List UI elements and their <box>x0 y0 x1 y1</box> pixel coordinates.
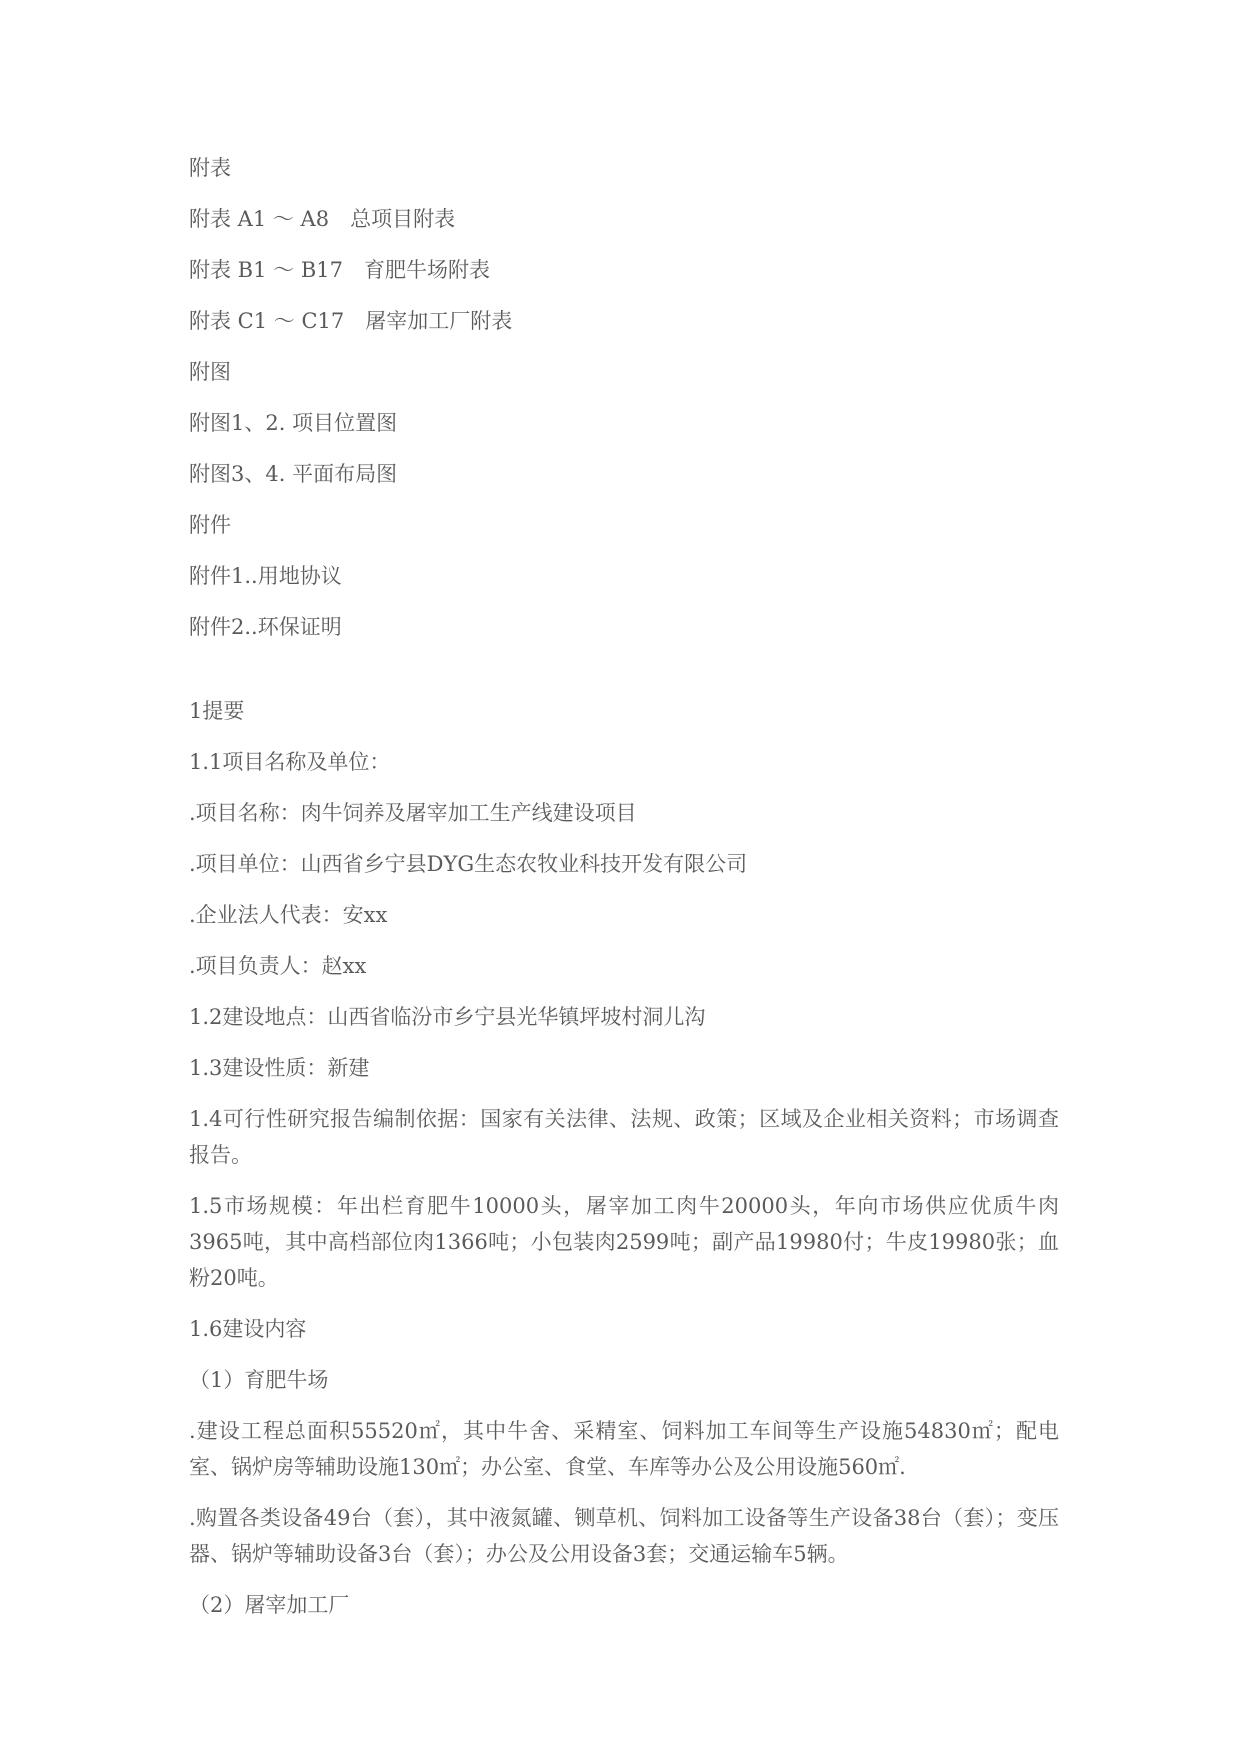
appendix-table-b: 附表 B1 ～ B17 育肥牛场附表 <box>189 258 490 282</box>
summary-1-2: 1.2建设地点：山西省临汾市乡宁县光华镇坪坡村洞儿沟 <box>189 1005 706 1029</box>
appendix-tables-heading: 附表 <box>189 156 231 180</box>
appendix-table-a: 附表 A1 ～ A8 总项目附表 <box>189 207 456 231</box>
appendix-figure-2: 附图3、4. 平面布局图 <box>189 462 398 486</box>
summary-heading: 1提要 <box>189 699 245 723</box>
section-spacer <box>189 660 1059 693</box>
farm-equipment: .购置各类设备49台（套），其中液氮罐、铡草机、饲料加工设备等生产设备38台（套）；变压器、锅炉等辅助设备3台（套）；办公及公用设备3套；交通运输车5辆。 <box>189 1506 1059 1566</box>
summary-1-1: 1.1项目名称及单位： <box>189 750 391 774</box>
appendix-figures-heading: 附图 <box>189 360 231 384</box>
summary-1-4: 1.4可行性研究报告编制依据：国家有关法律、法规、政策；区域及企业相关资料；市场调查报告。 <box>189 1107 1059 1167</box>
project-unit: .项目单位：山西省乡宁县DYG生态农牧业科技开发有限公司 <box>189 852 748 876</box>
summary-1-6: 1.6建设内容 <box>189 1317 307 1341</box>
appendix-attachment-2: 附件2..环保证明 <box>189 615 342 639</box>
document-page <box>189 150 1059 1638</box>
appendix-attachment-1: 附件1..用地协议 <box>189 564 342 588</box>
project-name: .项目名称：肉牛饲养及屠宰加工生产线建设项目 <box>189 801 637 825</box>
project-lead: .项目负责人：赵xx <box>189 954 367 978</box>
farm-heading: （1）育肥牛场 <box>189 1368 329 1392</box>
plant-heading: （2）屠宰加工厂 <box>189 1593 350 1617</box>
legal-representative: .企业法人代表：安xx <box>189 903 388 927</box>
appendix-figure-1: 附图1、2. 项目位置图 <box>189 411 398 435</box>
appendix-attachments-heading: 附件 <box>189 513 231 537</box>
appendix-table-c: 附表 C1 ～ C17 屠宰加工厂附表 <box>189 309 513 333</box>
summary-1-3: 1.3建设性质：新建 <box>189 1056 370 1080</box>
farm-construction: .建设工程总面积55520㎡，其中牛舍、采精室、饲料加工车间等生产设施54830㎡；配电室、锅炉房等辅助设施130㎡；办公室、食堂、车库等办公及公用设施560㎡. <box>189 1419 1059 1479</box>
summary-1-5: 1.5市场规模：年出栏育肥牛10000头，屠宰加工肉牛20000头，年向市场供应优质牛肉3965吨，其中高档部位肉1366吨；小包装肉2599吨；副产品19980付；牛皮19980张；血粉20吨。 <box>189 1194 1059 1290</box>
